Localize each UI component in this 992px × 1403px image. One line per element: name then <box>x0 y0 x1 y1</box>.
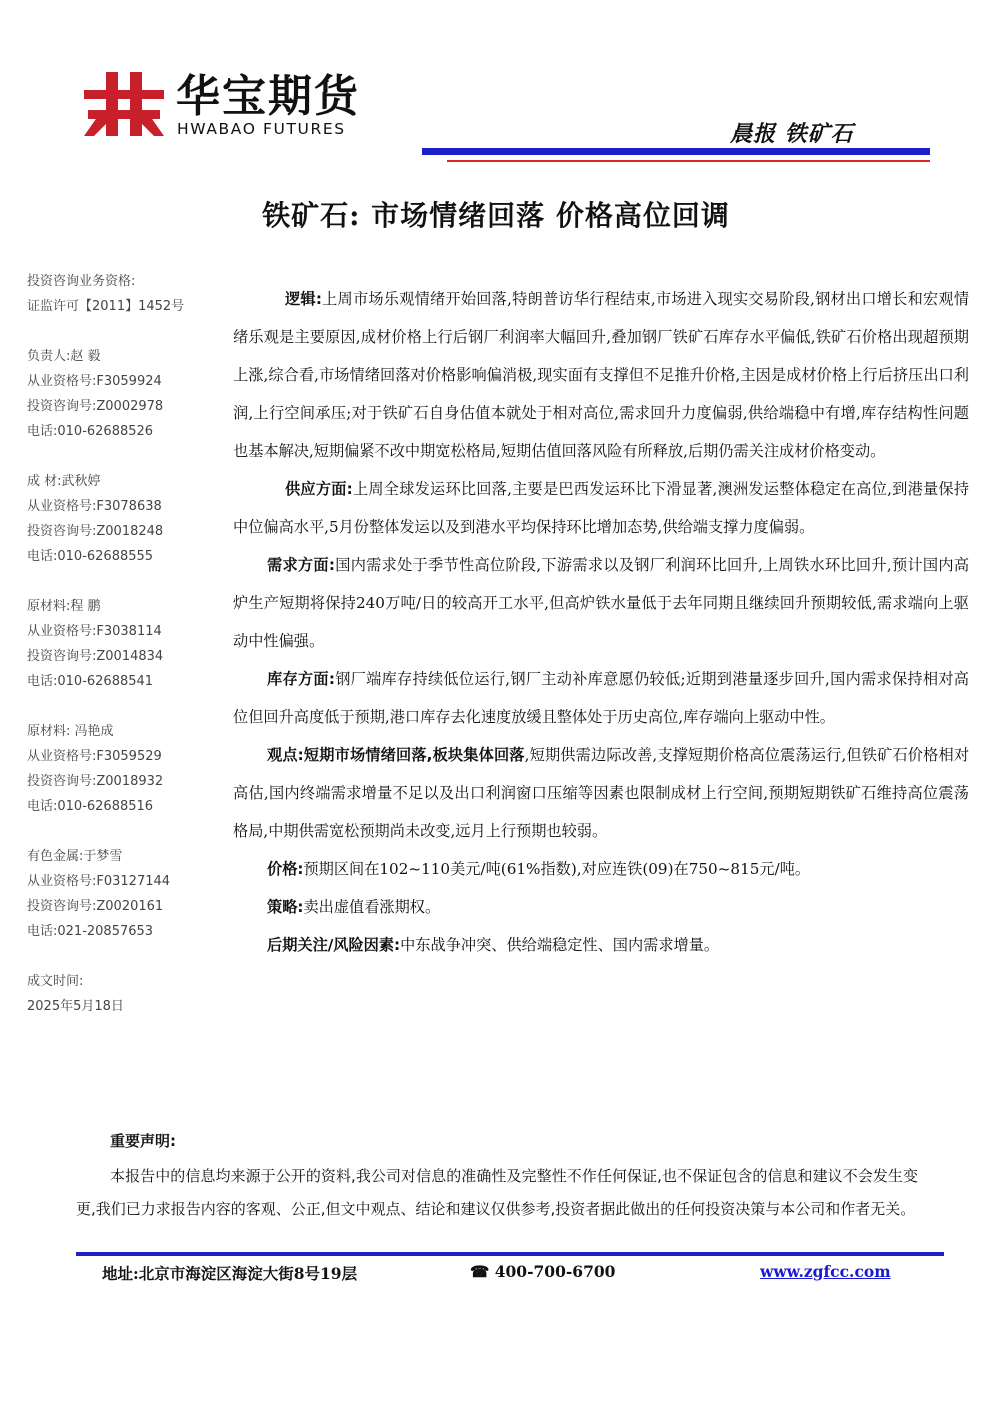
analyst-license: 从业资格号:F3038114 <box>27 624 162 639</box>
demand-text: 国内需求处于季节性高位阶段,下游需求以及钢厂利润环比回升,上周铁水环比回升,预计国内高炉生产短期将保持240万吨/日的较高开工水平,但高炉铁水量低于去年同期且继续回升预期较低,需求端向上驱动中性偏强。 <box>233 556 970 650</box>
footer-website-link[interactable]: www.zgfcc.com <box>760 1262 891 1281</box>
analyst-phone: 电话:021-20857653 <box>27 924 154 939</box>
report-type: 晨报 铁矿石 <box>730 121 854 147</box>
analyst-role: 原材料:程 鹏 <box>27 599 101 614</box>
footer-phone-number: 400-700-6700 <box>494 1262 616 1281</box>
analyst-consult: 投资咨询号:Z0020161 <box>27 899 164 914</box>
analyst-license: 从业资格号:F03127144 <box>27 874 171 889</box>
analyst-role: 有色金属:于梦雪 <box>27 849 123 864</box>
logic-label: 逻辑: <box>285 290 322 308</box>
logic-paragraph <box>233 280 969 470</box>
disclaimer-block <box>76 1160 918 1226</box>
report-title: 铁矿石: 市场情绪回落 价格高位回调 <box>262 199 730 232</box>
supply-label: 供应方面: <box>285 480 353 498</box>
footer-rule <box>76 1252 944 1256</box>
company-name-cn: 华宝期货 <box>176 71 360 122</box>
analyst-role: 原材料: 冯艳成 <box>27 724 114 739</box>
view-headline: 短期市场情绪回落,板块集体回落 <box>303 746 525 764</box>
qualification-value: 证监许可【2011】1452号 <box>27 299 185 314</box>
view-label: 观点: <box>267 746 304 764</box>
analyst-license: 从业资格号:F3059529 <box>27 749 162 764</box>
hwabao-logo-mark-icon <box>84 72 164 136</box>
logic-text: 上周市场乐观情绪开始回落,特朗普访华行程结束,市场进入现实交易阶段,钢材出口增长和宏观情绪乐观是主要原因,成材价格上行后钢厂利润率大幅回升,叠加钢厂铁矿石库存水平偏低,铁矿石价格出现超预期上涨,综合看,市场情绪回落对价格影响偏消极,现实面有支撑但不足推升价格,主因是成材价格上行后挤压出口利润,上行空间承压;对于铁矿石自身估值本就处于相对高位,需求回升力度偏弱,供给端稳中有增,库存结构性问题也基本解决,短期偏紧不改中期宽松格局,短期估值回落风险有所释放,后期仍需关注成材价格变动。 <box>233 290 970 460</box>
view-paragraph <box>233 736 969 850</box>
analyst-phone: 电话:010-62688526 <box>27 424 154 439</box>
risk-label: 后期关注/风险因素: <box>267 936 401 954</box>
date-label: 成文时间: <box>27 974 84 989</box>
strategy-text: 卖出虚值看涨期权。 <box>303 898 441 916</box>
analyst-license: 从业资格号:F3078638 <box>27 499 162 514</box>
analyst-consult: 投资咨询号:Z0018932 <box>27 774 164 789</box>
analyst-phone: 电话:010-62688555 <box>27 549 154 564</box>
telephone-icon: ☎ <box>470 1262 490 1281</box>
inventory-paragraph <box>233 660 969 736</box>
demand-paragraph <box>233 546 969 660</box>
analyst-phone: 电话:010-62688516 <box>27 799 154 814</box>
analyst-sidebar <box>27 269 217 1019</box>
analyst-role: 负责人:赵 毅 <box>27 349 101 364</box>
inventory-label: 库存方面: <box>267 670 335 688</box>
supply-paragraph <box>233 470 969 546</box>
price-paragraph <box>233 850 969 888</box>
analyst-role: 成 材:武秋婷 <box>27 474 101 489</box>
supply-text: 上周全球发运环比回落,主要是巴西发运环比下滑显著,澳洲发运整体稳定在高位,到港量保持中位偏高水平,5月份整体发运以及到港水平均保持环比增加态势,供给端支撑力度偏弱。 <box>233 480 970 536</box>
qualification-label: 投资咨询业务资格: <box>27 274 136 289</box>
analyst-phone: 电话:010-62688541 <box>27 674 154 689</box>
company-logo <box>84 70 374 140</box>
view-text: ,短期供需边际改善,支撑短期价格高位震荡运行,但铁矿石价格相对高估,国内终端需求增量不足以及出口利润窗口压缩等因素也限制成材上行空间,预期短期铁矿石维持高位震荡格局,中期供需宽松预期尚未改变,远月上行预期也较弱。 <box>233 746 970 840</box>
disclaimer-title: 重要声明: <box>110 1132 176 1150</box>
analyst-consult: 投资咨询号:Z0002978 <box>27 399 164 414</box>
strategy-label: 策略: <box>267 898 304 916</box>
analyst-consult: 投资咨询号:Z0014834 <box>27 649 164 664</box>
footer-address: 地址:北京市海淀区海淀大街8号19层 <box>102 1264 358 1283</box>
footer-phone <box>470 1262 615 1281</box>
price-label: 价格: <box>267 860 304 878</box>
demand-label: 需求方面: <box>267 556 335 574</box>
header-blue-rule <box>422 148 930 155</box>
inventory-text: 钢厂端库存持续低位运行,钢厂主动补库意愿仍较低;近期到港量逐步回升,国内需求保持相对高位但回升高度低于预期,港口库存去化速度放缓且整体处于历史高位,库存端向上驱动中性。 <box>233 670 969 726</box>
analyst-license: 从业资格号:F3059924 <box>27 374 162 389</box>
analyst-consult: 投资咨询号:Z0018248 <box>27 524 164 539</box>
price-text: 预期区间在102~110美元/吨(61%指数),对应连铁(09)在750~815元/吨。 <box>303 860 811 878</box>
risk-paragraph <box>233 926 969 964</box>
date-value: 2025年5月18日 <box>27 999 124 1014</box>
disclaimer-text: 本报告中的信息均来源于公开的资料,我公司对信息的准确性及完整性不作任何保证,也不保证包含的信息和建议不会发生变更,我们已力求报告内容的客观、公正,但文中观点、结论和建议仅供参考,投资者据此做出的任何投资决策与本公司和作者无关。 <box>76 1167 918 1218</box>
company-name-en: HWABAO FUTURES <box>177 120 346 138</box>
report-body <box>233 280 969 964</box>
header-red-rule <box>447 160 930 162</box>
risk-text: 中东战争冲突、供给端稳定性、国内需求增量。 <box>400 936 720 954</box>
strategy-paragraph <box>233 888 969 926</box>
